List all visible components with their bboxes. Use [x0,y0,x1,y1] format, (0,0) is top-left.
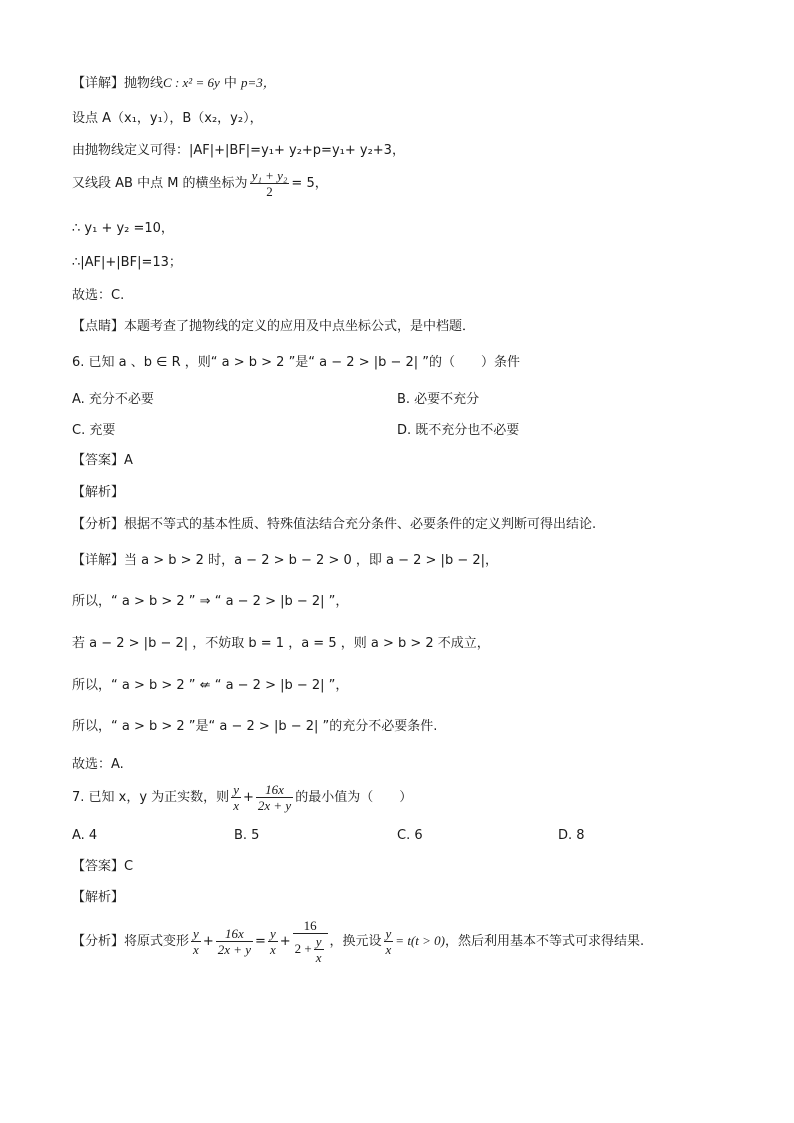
plus-sign: + [242,790,254,805]
answer-tag: 【答案】 [72,859,125,874]
midpoint-text: 又线段 AB 中点 M 的横坐标为 [72,176,248,191]
equals-sign: = [255,934,266,949]
substitution-fraction [384,926,394,957]
q6-answer [72,452,133,470]
detail-line-1 [72,74,276,93]
midpoint-value: = 5， [291,176,328,191]
fraction-denominator: x [385,942,392,957]
q6-detail-3: 若 a − 2 > |b − 2| ，不妨取 b = 1 ，a = 5 ，则 a > b > 2 不成立， [72,636,490,651]
q7-fraction-2 [256,782,293,813]
p-value: p=3， [241,75,276,90]
analysis-fraction-2 [216,926,253,957]
fraction-denominator: x [315,950,322,965]
q7-option-b: B. 5 [234,828,260,843]
detail-mid: 中 [219,76,242,91]
fraction-numerator: y [315,934,322,949]
detail-line-7: 故选：C. [72,288,125,303]
detail-line-5: ∴ y₁ + y₂ =10， [72,221,174,236]
analysis-text: 根据不等式的基本性质、特殊值法结合充分条件、必要条件的定义判断可得出结论. [124,517,597,532]
detail-line-3: 由抛物线定义可得：|AF|+|BF|=y₁+ y₂+p=y₁+ y₂+3， [72,143,405,158]
fraction-numerator: y₁ + y₂ [251,168,288,183]
plus-sign: + [202,934,214,949]
detail-line-2: 设点 A（x₁，y₁），B（x₂，y₂）， [72,111,263,126]
detail-tag: 【详解】 [72,76,125,91]
q7-option-a: A. 4 [72,828,98,843]
answer-value: A [124,453,133,468]
q7-analysis-heading: 【解析】 [72,890,125,905]
q7-question-end: 的最小值为（ ） [295,790,413,805]
fraction-numerator: y [269,926,276,941]
fraction-numerator: y [233,782,239,797]
fraction-denominator: 2x + y [217,942,252,957]
q7-analysis [72,918,644,965]
substitution-text: ，换元设 [329,934,382,949]
analysis-tag: 【分析】 [72,517,125,532]
q6-analysis-heading: 【解析】 [72,485,125,500]
tip-line [72,318,475,336]
detail-line-4 [72,168,328,199]
answer-tag: 【答案】 [72,453,125,468]
q7-option-d: D. 8 [558,828,585,843]
tip-text: 本题考查了抛物线的定义的应用及中点坐标公式，是中档题． [124,319,476,334]
analysis-fraction-3 [268,926,278,957]
detail-line-6: ∴|AF|+|BF|=13； [72,255,182,270]
analysis-text: 将原式变形 [124,934,190,949]
fraction-denominator: x [233,798,239,813]
fraction-numerator: y [193,926,199,941]
fraction-numerator: y [385,926,392,941]
fraction-denominator: x [193,942,199,957]
nested-fraction [314,934,324,965]
analysis-conclusion: ，然后利用基本不等式可求得结果. [444,934,645,949]
fraction-numerator: 16x [256,782,293,798]
q6-option-b: B. 必要不充分 [397,392,480,407]
q6-detail-2: 所以，“ a > b > 2 ” ⇒ “ a − 2 > |b − 2| ”， [72,594,349,609]
q6-detail-4: 所以，“ a > b > 2 ” ⇍ “ a − 2 > |b − 2| ”， [72,678,349,693]
detail-tag: 【详解】 [72,553,125,568]
detail-text: 当 a > b > 2 时，a − 2 > b − 2 > 0 ，即 a − 2 > |b − 2|， [124,553,499,568]
q7-text: 7. 已知 x，y 为正实数，则 [72,790,230,805]
compound-denominator [293,934,328,965]
q6-analysis [72,516,596,534]
q6-option-c: C. 充要 [72,423,116,438]
q7-fraction-1 [231,782,241,813]
q7-answer [72,858,133,876]
q6-detail-1 [72,552,498,570]
analysis-fraction-4 [293,918,328,965]
fraction-denominator: x [269,942,276,957]
parabola-equation: C : x² = 6y [163,75,220,90]
analysis-tag: 【分析】 [72,934,125,949]
q6-detail-5: 所以，“ a > b > 2 ”是“ a − 2 > |b − 2| ”的充分不必要条件. [72,719,438,734]
q7-option-c: C. 6 [397,828,423,843]
fraction-denominator: 2 [266,184,273,199]
fraction-numerator: 16 [293,918,328,934]
tip-tag: 【点睛】 [72,319,125,334]
fraction-denominator: 2x + y [257,798,292,813]
fraction-numerator: 16x [216,926,253,942]
question-7 [72,782,412,813]
q6-selection: 故选：A. [72,757,124,772]
question-6: 6. 已知 a 、b ∈ R ，则“ a > b > 2 ”是“ a − 2 > |b − 2| ”的（ ）条件 [72,355,521,370]
detail-text: 抛物线 [124,76,164,91]
substitution-value: = t(t > 0) [395,933,445,948]
analysis-fraction-1 [191,926,201,957]
q6-option-a: A. 充分不必要 [72,392,154,407]
denominator-prefix: 2 + [294,941,312,956]
q6-option-d: D. 既不充分也不必要 [397,423,520,438]
answer-value: C [124,859,134,874]
midpoint-fraction [250,168,290,199]
plus-sign: + [279,934,291,949]
